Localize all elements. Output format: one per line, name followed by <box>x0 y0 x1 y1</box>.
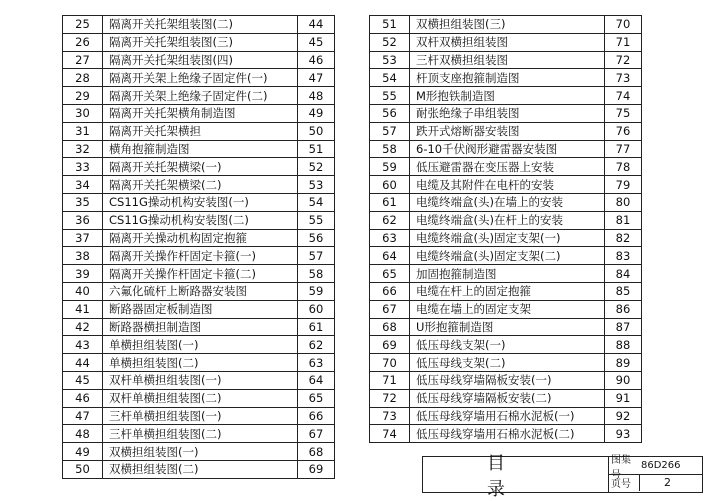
entry-title: 低压母线穿墙隔板安装(二) <box>410 389 605 407</box>
entry-title: 杆顶支座抱箍制造图 <box>410 69 605 87</box>
contents-row <box>63 69 335 87</box>
entry-number: 63 <box>370 229 410 247</box>
entry-page: 52 <box>298 158 335 176</box>
entry-number: 29 <box>63 87 103 105</box>
entry-title: CS11G操动机构安装图(一) <box>103 193 298 211</box>
entry-page: 44 <box>298 16 335 34</box>
atlas-number-label: 图集号 <box>611 454 631 481</box>
entry-page: 70 <box>605 16 642 34</box>
entry-title: 双横担组装图(一) <box>103 443 298 461</box>
contents-row <box>370 140 642 158</box>
entry-title: 低压母线支架(二) <box>410 354 605 372</box>
entry-number: 28 <box>63 69 103 87</box>
entry-page: 78 <box>605 158 642 176</box>
entry-title: 三杆双横担组装图 <box>410 51 605 69</box>
entry-page: 53 <box>298 176 335 194</box>
entry-number: 70 <box>370 354 410 372</box>
entry-title: 隔离开关操作杆固定卡箍(一) <box>103 247 298 265</box>
entry-number: 62 <box>370 211 410 229</box>
entry-number: 53 <box>370 51 410 69</box>
entry-title: 隔离开关托架横担 <box>103 122 298 140</box>
entry-number: 49 <box>63 443 103 461</box>
entry-title: 电缆在杆上的固定抱箍 <box>410 282 605 300</box>
entry-number: 59 <box>370 158 410 176</box>
entry-page: 59 <box>298 282 335 300</box>
contents-row <box>63 247 335 265</box>
contents-row <box>63 371 335 389</box>
entry-number: 52 <box>370 33 410 51</box>
entry-title: 电缆在墙上的固定支架 <box>410 300 605 318</box>
contents-row <box>370 425 642 443</box>
entry-title: 断路器横担制造图 <box>103 318 298 336</box>
entry-number: 33 <box>63 158 103 176</box>
entry-title: CS11G操动机构安装图(二) <box>103 211 298 229</box>
entry-page: 69 <box>298 460 335 478</box>
entry-number: 54 <box>370 69 410 87</box>
entry-number: 73 <box>370 407 410 425</box>
entry-page: 45 <box>298 33 335 51</box>
entry-page: 56 <box>298 229 335 247</box>
entry-number: 71 <box>370 371 410 389</box>
entry-page: 83 <box>605 247 642 265</box>
entry-title: 低压母线穿墙用石棉水泥板(一) <box>410 407 605 425</box>
entry-page: 68 <box>298 443 335 461</box>
entry-page: 93 <box>605 425 642 443</box>
entry-title: 隔离开关托架横梁(一) <box>103 158 298 176</box>
entry-title: 低压母线穿墙隔板安装(一) <box>410 371 605 389</box>
entry-page: 79 <box>605 176 642 194</box>
entry-page: 86 <box>605 300 642 318</box>
entry-page: 85 <box>605 282 642 300</box>
contents-row <box>63 33 335 51</box>
entry-number: 66 <box>370 282 410 300</box>
entry-title: 单横担组装图(一) <box>103 336 298 354</box>
contents-row <box>370 16 642 34</box>
contents-row <box>63 425 335 443</box>
entry-page: 65 <box>298 389 335 407</box>
entry-title: 加固抱箍制造图 <box>410 265 605 283</box>
contents-row <box>370 336 642 354</box>
entry-number: 72 <box>370 389 410 407</box>
contents-row <box>63 176 335 194</box>
entry-number: 47 <box>63 407 103 425</box>
entry-number: 36 <box>63 211 103 229</box>
entry-title: 低压避雷器在变压器上安装 <box>410 158 605 176</box>
contents-row <box>63 140 335 158</box>
entry-number: 39 <box>63 265 103 283</box>
contents-row <box>63 318 335 336</box>
contents-row <box>370 104 642 122</box>
entry-page: 76 <box>605 122 642 140</box>
entry-page: 48 <box>298 87 335 105</box>
entry-page: 91 <box>605 389 642 407</box>
contents-row <box>370 69 642 87</box>
entry-title: 电缆终端盒(头)在墙上的安装 <box>410 193 605 211</box>
entry-page: 72 <box>605 51 642 69</box>
contents-row <box>63 336 335 354</box>
entry-title: 双杆双横担组装图 <box>410 33 605 51</box>
entry-number: 25 <box>63 16 103 34</box>
entry-page: 92 <box>605 407 642 425</box>
entry-title: 低压母线穿墙用石棉水泥板(二) <box>410 425 605 443</box>
entry-page: 73 <box>605 69 642 87</box>
entry-number: 26 <box>63 33 103 51</box>
contents-row <box>63 193 335 211</box>
entry-title: 隔离开关托架组装图(二) <box>103 16 298 34</box>
entry-page: 62 <box>298 336 335 354</box>
entry-page: 66 <box>298 407 335 425</box>
entry-page: 49 <box>298 104 335 122</box>
entry-page: 63 <box>298 354 335 372</box>
entry-page: 47 <box>298 69 335 87</box>
entry-title: 横角抱箍制造图 <box>103 140 298 158</box>
entry-page: 54 <box>298 193 335 211</box>
contents-row <box>63 265 335 283</box>
entry-number: 60 <box>370 176 410 194</box>
entry-number: 34 <box>63 176 103 194</box>
contents-table-left <box>62 15 335 479</box>
entry-title: M形抱铁制造图 <box>410 87 605 105</box>
entry-page: 84 <box>605 265 642 283</box>
entry-number: 65 <box>370 265 410 283</box>
contents-row <box>63 104 335 122</box>
contents-row <box>370 211 642 229</box>
entry-number: 57 <box>370 122 410 140</box>
entry-page: 60 <box>298 300 335 318</box>
contents-row <box>370 265 642 283</box>
entry-page: 46 <box>298 51 335 69</box>
entry-title: U形抱箍制造图 <box>410 318 605 336</box>
entry-title: 耐张绝缘子串组装图 <box>410 104 605 122</box>
entry-page: 71 <box>605 33 642 51</box>
entry-page: 77 <box>605 140 642 158</box>
contents-row <box>370 371 642 389</box>
entry-title: 低压母线支架(一) <box>410 336 605 354</box>
contents-row <box>63 211 335 229</box>
contents-row <box>370 158 642 176</box>
contents-row <box>370 389 642 407</box>
entry-title: 三杆单横担组装图(一) <box>103 407 298 425</box>
entry-page: 89 <box>605 354 642 372</box>
contents-row <box>370 87 642 105</box>
entry-number: 30 <box>63 104 103 122</box>
contents-row <box>63 460 335 478</box>
entry-title: 双杆单横担组装图(二) <box>103 389 298 407</box>
contents-row <box>370 300 642 318</box>
entry-number: 32 <box>63 140 103 158</box>
contents-row <box>370 33 642 51</box>
entry-title: 电缆终端盒(头)固定支架(二) <box>410 247 605 265</box>
contents-row <box>63 407 335 425</box>
entry-page: 87 <box>605 318 642 336</box>
entry-number: 27 <box>63 51 103 69</box>
contents-row <box>370 51 642 69</box>
entry-title: 隔离开关托架横角制造图 <box>103 104 298 122</box>
entry-number: 55 <box>370 87 410 105</box>
entry-page: 81 <box>605 211 642 229</box>
entry-number: 41 <box>63 300 103 318</box>
entry-title: 隔离开关托架组装图(四) <box>103 51 298 69</box>
sheet-title: 目录 <box>423 457 609 492</box>
entry-page: 51 <box>298 140 335 158</box>
contents-row <box>370 354 642 372</box>
atlas-number-value: 86D266 <box>641 460 681 471</box>
entry-title: 单横担组装图(二) <box>103 354 298 372</box>
entry-number: 48 <box>63 425 103 443</box>
entry-number: 42 <box>63 318 103 336</box>
entry-number: 67 <box>370 300 410 318</box>
entry-number: 58 <box>370 140 410 158</box>
contents-row <box>63 300 335 318</box>
contents-row <box>370 247 642 265</box>
contents-row <box>370 318 642 336</box>
entry-page: 74 <box>605 87 642 105</box>
entry-title: 电缆终端盒(头)在杆上的安装 <box>410 211 605 229</box>
entry-number: 51 <box>370 16 410 34</box>
page-number-label: 页号 <box>609 474 640 491</box>
contents-row <box>370 229 642 247</box>
entry-page: 90 <box>605 371 642 389</box>
contents-row <box>370 282 642 300</box>
contents-row <box>63 443 335 461</box>
entry-page: 61 <box>298 318 335 336</box>
entry-title: 隔离开关操动机构固定抱箍 <box>103 229 298 247</box>
entry-number: 56 <box>370 104 410 122</box>
entry-number: 31 <box>63 122 103 140</box>
entry-number: 38 <box>63 247 103 265</box>
entry-title: 跌开式熔断器安装图 <box>410 122 605 140</box>
contents-row <box>63 16 335 34</box>
page-number-value: 2 <box>664 476 671 489</box>
entry-number: 68 <box>370 318 410 336</box>
entry-number: 45 <box>63 371 103 389</box>
entry-number: 35 <box>63 193 103 211</box>
entry-page: 75 <box>605 104 642 122</box>
entry-title: 断路器固定板制造图 <box>103 300 298 318</box>
title-block <box>422 452 703 500</box>
contents-row <box>63 229 335 247</box>
entry-page: 67 <box>298 425 335 443</box>
entry-title: 隔离开关架上绝缘子固定件(二) <box>103 87 298 105</box>
contents-row <box>370 407 642 425</box>
entry-title: 隔离开关托架横梁(二) <box>103 176 298 194</box>
entry-title: 双横担组装图(二) <box>103 460 298 478</box>
entry-title: 隔离开关操作杆固定卡箍(二) <box>103 265 298 283</box>
atlas-number-row <box>609 454 702 481</box>
entry-number: 64 <box>370 247 410 265</box>
entry-number: 43 <box>63 336 103 354</box>
entry-page: 80 <box>605 193 642 211</box>
page-number-row <box>609 474 702 491</box>
entry-page: 50 <box>298 122 335 140</box>
entry-number: 44 <box>63 354 103 372</box>
entry-page: 55 <box>298 211 335 229</box>
contents-row <box>370 176 642 194</box>
contents-row <box>63 158 335 176</box>
contents-row <box>63 282 335 300</box>
entry-page: 64 <box>298 371 335 389</box>
entry-title: 六氟化硫杆上断路器安装图 <box>103 282 298 300</box>
contents-row <box>370 122 642 140</box>
entry-page: 88 <box>605 336 642 354</box>
entry-title: 隔离开关托架组装图(三) <box>103 33 298 51</box>
entry-number: 46 <box>63 389 103 407</box>
entry-number: 61 <box>370 193 410 211</box>
entry-title: 6-10千伏阀形避雷器安装图 <box>410 140 605 158</box>
contents-row <box>63 122 335 140</box>
contents-row <box>63 87 335 105</box>
entry-title: 隔离开关架上绝缘子固定件(一) <box>103 69 298 87</box>
contents-table-right <box>369 15 642 443</box>
entry-title: 双横担组装图(三) <box>410 16 605 34</box>
entry-page: 82 <box>605 229 642 247</box>
entry-number: 50 <box>63 460 103 478</box>
contents-row <box>63 51 335 69</box>
entry-number: 74 <box>370 425 410 443</box>
entry-page: 57 <box>298 247 335 265</box>
entry-title: 双杆单横担组装图(一) <box>103 371 298 389</box>
entry-number: 40 <box>63 282 103 300</box>
entry-number: 37 <box>63 229 103 247</box>
entry-page: 58 <box>298 265 335 283</box>
contents-row <box>63 389 335 407</box>
entry-title: 电缆及其附件在电杆的安装 <box>410 176 605 194</box>
entry-title: 电缆终端盒(头)固定支架(一) <box>410 229 605 247</box>
entry-number: 69 <box>370 336 410 354</box>
entry-title: 三杆单横担组装图(二) <box>103 425 298 443</box>
contents-row <box>63 354 335 372</box>
contents-row <box>370 193 642 211</box>
